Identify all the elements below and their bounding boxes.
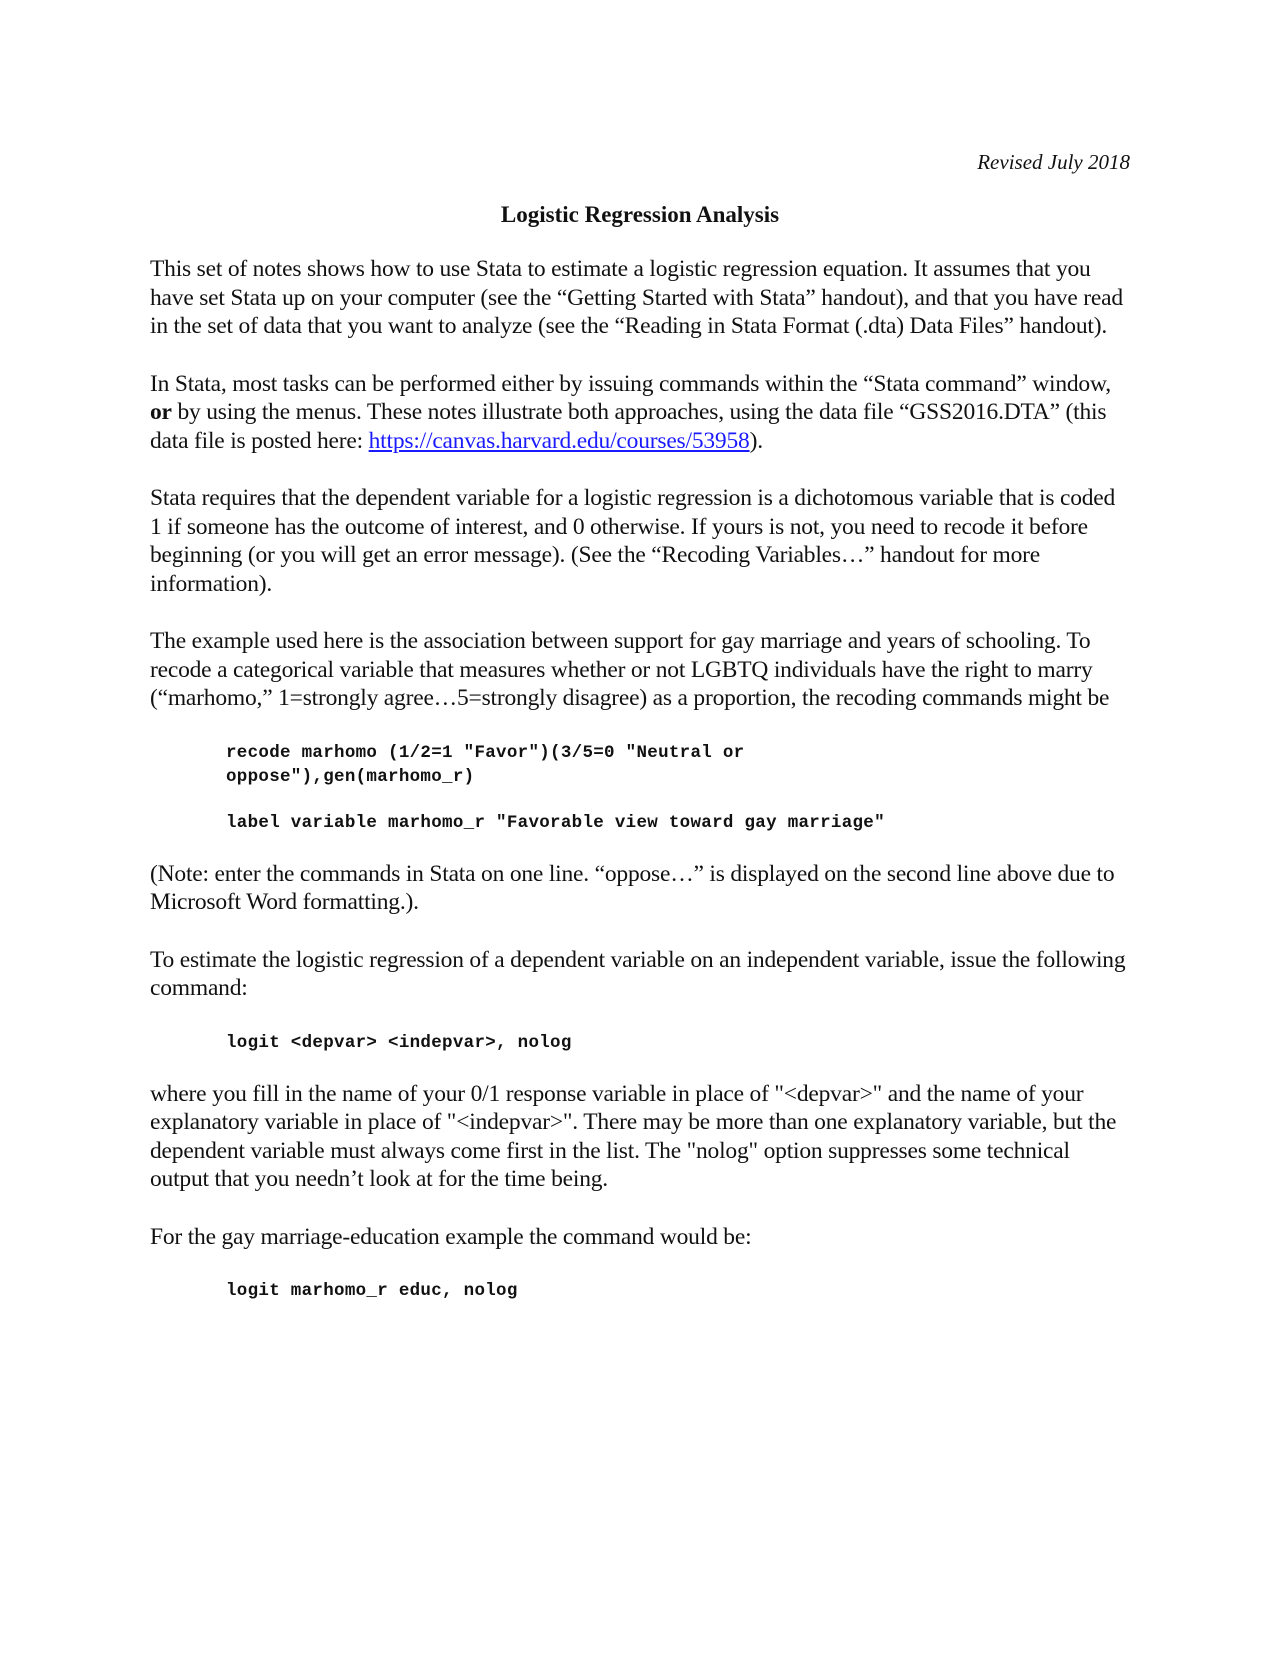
stata-approaches-paragraph	[150, 370, 1130, 456]
explanation-paragraph: where you fill in the name of your 0/1 response variable in place of "<depvar>" and the name of your explanatory variable in place of "<indepvar>". There may be more than one explanatory variable, but the dependent variable must always come first in the list. The "nolog" option suppresses some technical output that you needn’t look at for the time being.	[150, 1080, 1117, 1192]
example-command-intro: For the gay marriage-education example the command would be:	[150, 1223, 752, 1250]
estimate-paragraph: To estimate the logistic regression of a dependent variable on an independent variable, issue the following command:	[150, 946, 1126, 1001]
approaches-text-1: In Stata, most tasks can be performed either by issuing commands within the “Stata command” window,	[150, 370, 1111, 397]
approaches-bold-or: or	[150, 399, 172, 425]
logit-template-command: logit <depvar> <indepvar>, nolog	[226, 1032, 572, 1053]
recode-command-line-1: recode marhomo (1/2=1 "Favor")(3/5=0 "Neutral or	[226, 742, 745, 763]
approaches-text-2: by using the menus. These notes illustrate both approaches, using the data file “GSS2016.DTA” (this data file is posted here:	[150, 399, 1107, 454]
revised-date: Revised July 2018	[977, 150, 1130, 174]
label-command: label variable marhomo_r "Favorable view toward gay marriage"	[226, 812, 885, 833]
canvas-course-link[interactable]: https://canvas.harvard.edu/courses/53958	[368, 427, 750, 454]
document-title: Logistic Regression Analysis	[500, 202, 780, 227]
approaches-text-3: ).	[749, 427, 763, 454]
example-paragraph: The example used here is the association between support for gay marriage and years of schooling. To recode a categorical variable that measures whether or not LGBTQ individuals have the right to marry (“marhomo,” 1=strongly agree…5=strongly disagree) as a proportion, the recoding commands might be	[150, 628, 1110, 711]
logit-example-command: logit marhomo_r educ, nolog	[226, 1281, 518, 1301]
intro-paragraph: This set of notes shows how to use Stata to estimate a logistic regression equation. It assumes that you have set Stata up on your computer (see the “Getting Started with Stata” handout), and that you have read in the set of data that you want to analyze (see the “Reading in Stata Format (.dta) Data Files” handout).	[150, 256, 1123, 339]
recode-command-line-2: oppose"),gen(marhomo_r)	[226, 766, 475, 787]
dependent-variable-paragraph: Stata requires that the dependent variable for a logistic regression is a dichotomous variable that is coded 1 if someone has the outcome of interest, and 0 otherwise. If yours is not, you need to recode it before beginning (or you will get an error message). (See the “Recoding Variables…” handout for more information).	[150, 485, 1116, 597]
document-page	[150, 148, 1130, 1303]
note-paragraph: (Note: enter the commands in Stata on one line. “oppose…” is displayed on the second line above due to Microsoft Word formatting.).	[150, 860, 1115, 915]
